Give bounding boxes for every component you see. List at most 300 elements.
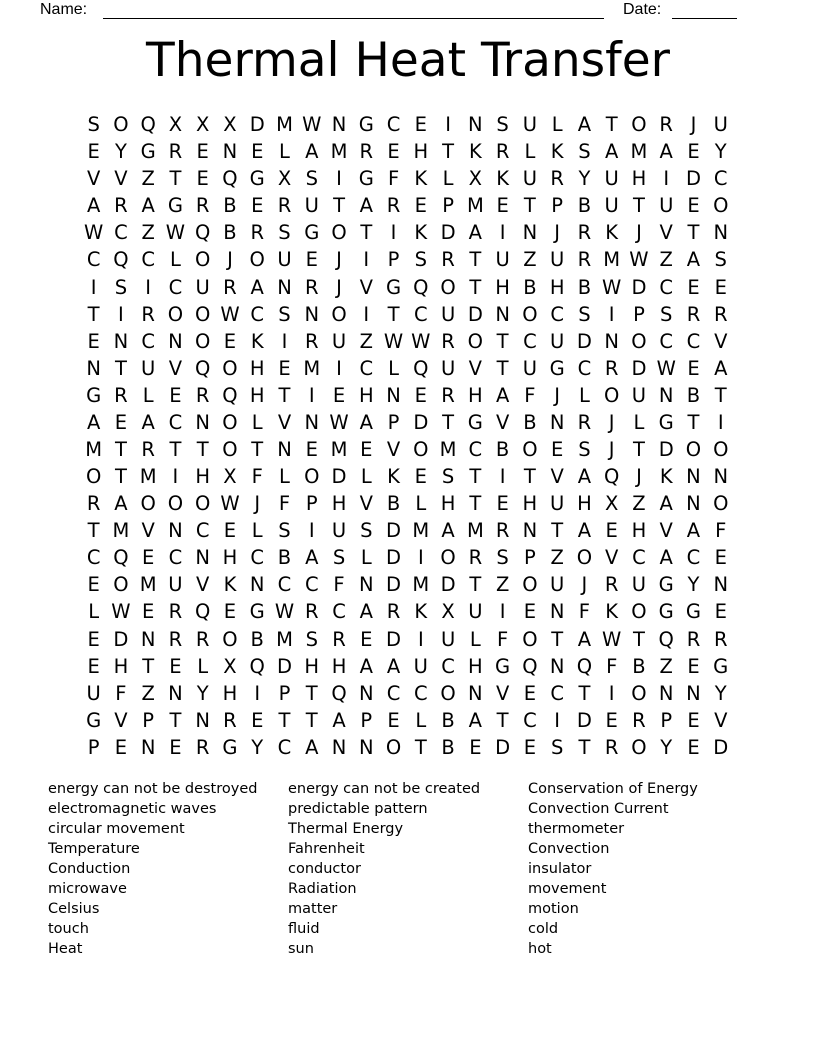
grid-cell: G xyxy=(685,600,702,624)
grid-cell: X xyxy=(468,167,483,191)
grid-cell: R xyxy=(604,573,619,597)
grid-cell: L xyxy=(169,248,181,272)
grid-cell: N xyxy=(468,681,483,705)
grid-cell: H xyxy=(522,492,538,516)
grid-cell: T xyxy=(169,167,182,191)
grid-cell: N xyxy=(304,302,320,326)
grid-cell: M xyxy=(630,140,648,164)
grid-cell: N xyxy=(686,492,701,516)
grid-cell: Y xyxy=(660,735,673,759)
grid-cell: E xyxy=(196,140,209,164)
grid-cell: R xyxy=(577,221,592,245)
grid-cell: W xyxy=(274,600,295,624)
grid-cell: U xyxy=(331,329,347,353)
grid-cell: C xyxy=(468,437,483,461)
grid-cell: N xyxy=(140,627,156,651)
grid-cell: I xyxy=(717,410,724,434)
grid-cell: R xyxy=(550,167,564,191)
grid-cell: E xyxy=(387,140,400,164)
grid-cell: N xyxy=(549,654,565,678)
grid-cell: E xyxy=(332,383,346,407)
grid-cell: Q xyxy=(576,654,593,678)
grid-cell: A xyxy=(468,708,483,732)
grid-cell: R xyxy=(195,383,210,407)
grid-cell: G xyxy=(385,275,402,299)
grid-cell: V xyxy=(277,410,292,434)
grid-cell: Y xyxy=(196,681,209,705)
grid-cell: U xyxy=(331,519,347,543)
grid-cell: S xyxy=(496,546,509,570)
grid-cell: G xyxy=(249,167,265,191)
grid-cell: S xyxy=(660,302,673,326)
grid-cell: G xyxy=(86,383,102,407)
grid-cell: E xyxy=(360,437,373,461)
word-list-item: Convection xyxy=(528,840,610,857)
grid-cell: C xyxy=(86,248,101,272)
grid-cell: V xyxy=(714,329,728,353)
grid-cell: O xyxy=(195,492,211,516)
grid-cell: A xyxy=(659,492,673,516)
grid-cell: E xyxy=(687,654,700,678)
grid-cell: Q xyxy=(222,383,238,407)
grid-cell: L xyxy=(251,519,263,543)
grid-cell: I xyxy=(281,329,288,353)
grid-cell: G xyxy=(358,167,374,191)
grid-cell: H xyxy=(249,383,265,407)
grid-cell: O xyxy=(195,248,211,272)
grid-cell: T xyxy=(87,302,100,326)
grid-cell: K xyxy=(605,221,619,245)
grid-cell: C xyxy=(277,573,292,597)
grid-cell: O xyxy=(113,113,129,137)
grid-cell: S xyxy=(278,519,291,543)
grid-cell: O xyxy=(440,546,456,570)
name-label: Name: xyxy=(40,1,88,18)
grid-cell: Q xyxy=(222,167,238,191)
grid-cell: P xyxy=(660,708,673,732)
grid-cell: X xyxy=(196,113,210,137)
grid-cell: L xyxy=(360,546,372,570)
grid-cell: W xyxy=(83,221,104,245)
grid-cell: G xyxy=(249,600,265,624)
grid-cell: A xyxy=(332,708,346,732)
grid-cell: B xyxy=(223,221,237,245)
grid-cell: I xyxy=(499,465,506,489)
grid-cell: V xyxy=(114,708,128,732)
grid-cell: H xyxy=(631,519,647,543)
grid-cell: V xyxy=(495,681,510,705)
grid-cell: F xyxy=(115,681,127,705)
grid-cell: O xyxy=(222,437,238,461)
grid-cell: D xyxy=(495,735,511,759)
grid-cell: D xyxy=(658,437,674,461)
grid-cell: Q xyxy=(413,356,429,380)
grid-cell: O xyxy=(440,275,456,299)
grid-cell: A xyxy=(577,465,592,489)
grid-cell: N xyxy=(249,573,265,597)
grid-cell: I xyxy=(608,302,615,326)
grid-cell: L xyxy=(551,113,563,137)
grid-cell: N xyxy=(658,681,674,705)
grid-cell: U xyxy=(522,356,538,380)
grid-cell: C xyxy=(550,681,564,705)
grid-cell: O xyxy=(467,329,484,353)
grid-cell: E xyxy=(169,654,182,678)
grid-cell: J xyxy=(608,410,615,434)
grid-cell: E xyxy=(687,356,700,380)
grid-cell: R xyxy=(168,600,183,624)
grid-cell: Z xyxy=(632,492,646,516)
grid-cell: A xyxy=(86,194,101,218)
grid-cell: K xyxy=(550,140,564,164)
grid-cell: Z xyxy=(141,681,155,705)
grid-cell: H xyxy=(331,654,347,678)
grid-cell: E xyxy=(87,329,100,353)
grid-cell: Z xyxy=(141,167,155,191)
grid-cell: U xyxy=(495,248,510,272)
grid-cell: E xyxy=(523,681,537,705)
grid-cell: O xyxy=(222,356,238,380)
grid-cell: V xyxy=(659,519,673,543)
grid-cell: J xyxy=(636,221,642,245)
grid-cell: A xyxy=(250,275,264,299)
grid-cell: M xyxy=(112,519,130,543)
grid-cell: C xyxy=(386,113,401,137)
grid-cell: M xyxy=(139,573,157,597)
grid-cell: A xyxy=(86,410,101,434)
grid-cell: A xyxy=(577,113,592,137)
grid-cell: T xyxy=(551,519,564,543)
grid-cell: N xyxy=(522,221,538,245)
grid-cell: E xyxy=(687,735,700,759)
grid-cell: P xyxy=(551,194,564,218)
grid-cell: T xyxy=(442,140,455,164)
grid-cell: J xyxy=(554,383,561,407)
grid-cell: E xyxy=(223,329,237,353)
grid-cell: F xyxy=(387,167,400,191)
grid-cell: U xyxy=(141,356,156,380)
grid-cell: U xyxy=(604,194,619,218)
grid-cell: E xyxy=(687,140,700,164)
grid-cell: M xyxy=(139,465,157,489)
grid-cell: O xyxy=(713,437,729,461)
grid-cell: E xyxy=(687,708,700,732)
grid-cell: U xyxy=(522,113,538,137)
grid-cell: H xyxy=(468,383,483,407)
grid-cell: Q xyxy=(113,546,129,570)
grid-cell: O xyxy=(195,302,211,326)
grid-cell: N xyxy=(495,302,510,326)
grid-cell: H xyxy=(440,492,456,516)
grid-cell: B xyxy=(577,194,592,218)
grid-cell: S xyxy=(87,113,100,137)
grid-cell: U xyxy=(550,248,565,272)
grid-cell: T xyxy=(278,383,291,407)
grid-cell: A xyxy=(305,546,319,570)
grid-cell: T xyxy=(469,573,482,597)
grid-cell: F xyxy=(251,465,263,489)
grid-cell: C xyxy=(141,248,155,272)
grid-cell: J xyxy=(336,275,342,299)
grid-cell: P xyxy=(278,681,291,705)
grid-cell: R xyxy=(359,140,374,164)
grid-cell: Z xyxy=(359,329,373,353)
grid-cell: B xyxy=(441,735,455,759)
grid-cell: A xyxy=(686,248,701,272)
grid-cell: S xyxy=(114,275,128,299)
grid-cell: T xyxy=(469,275,482,299)
grid-cell: B xyxy=(632,654,646,678)
grid-cell: D xyxy=(249,113,265,137)
grid-cell: A xyxy=(577,519,592,543)
grid-cell: B xyxy=(441,708,455,732)
grid-cell: K xyxy=(414,600,428,624)
date-blank-line xyxy=(672,0,737,19)
grid-cell: O xyxy=(167,302,184,326)
grid-cell: U xyxy=(468,600,483,624)
grid-cell: H xyxy=(222,681,238,705)
word-list-item: microwave xyxy=(48,880,127,897)
grid-cell: N xyxy=(549,600,565,624)
grid-cell: L xyxy=(279,465,290,489)
grid-cell: O xyxy=(440,681,456,705)
grid-cell: I xyxy=(118,302,124,326)
grid-cell: Q xyxy=(331,681,347,705)
grid-cell: V xyxy=(168,356,183,380)
grid-cell: O xyxy=(713,194,729,218)
grid-cell: Q xyxy=(249,654,265,678)
grid-cell: U xyxy=(304,194,319,218)
grid-cell: M xyxy=(303,356,321,380)
grid-cell: G xyxy=(304,221,320,245)
grid-cell: T xyxy=(687,221,700,245)
word-list-item: Conduction xyxy=(48,860,131,877)
grid-cell: G xyxy=(549,356,565,380)
grid-cell: N xyxy=(331,735,347,759)
grid-cell: K xyxy=(414,221,428,245)
grid-cell: O xyxy=(331,221,347,245)
grid-cell: C xyxy=(332,600,346,624)
grid-cell: K xyxy=(387,465,400,489)
grid-cell: O xyxy=(249,248,265,272)
grid-cell: E xyxy=(496,492,509,516)
grid-cell: D xyxy=(713,735,729,759)
grid-cell: I xyxy=(554,708,561,732)
grid-cell: R xyxy=(195,627,210,651)
grid-cell: O xyxy=(604,383,620,407)
grid-cell: E xyxy=(496,194,509,218)
grid-cell: W xyxy=(411,329,431,353)
grid-cell: T xyxy=(87,519,100,543)
grid-cell: R xyxy=(604,735,619,759)
grid-cell: C xyxy=(686,329,701,353)
grid-cell: O xyxy=(522,437,538,461)
word-list-item: predictable pattern xyxy=(288,800,428,817)
grid-cell: R xyxy=(686,627,701,651)
grid-cell: O xyxy=(631,113,647,137)
word-search-grid xyxy=(80,111,734,761)
grid-cell: J xyxy=(581,573,588,597)
grid-cell: G xyxy=(467,410,483,434)
grid-cell: C xyxy=(141,329,155,353)
grid-cell: R xyxy=(114,194,128,218)
grid-cell: F xyxy=(333,573,345,597)
word-list-item: conductor xyxy=(288,860,361,877)
word-list-item: energy can not be created xyxy=(288,781,481,797)
grid-cell: S xyxy=(714,248,727,272)
grid-cell: A xyxy=(359,410,373,434)
grid-cell: U xyxy=(168,573,183,597)
grid-cell: S xyxy=(496,113,509,137)
grid-cell: V xyxy=(495,410,510,434)
grid-cell: D xyxy=(440,221,456,245)
grid-cell: K xyxy=(659,465,673,489)
grid-cell: T xyxy=(414,735,427,759)
grid-cell: E xyxy=(550,437,564,461)
grid-cell: G xyxy=(140,140,156,164)
grid-cell: Q xyxy=(195,356,211,380)
grid-cell: M xyxy=(330,437,348,461)
grid-cell: N xyxy=(358,573,374,597)
grid-cell: Q xyxy=(195,600,211,624)
grid-cell: R xyxy=(495,519,510,543)
grid-cell: D xyxy=(276,654,292,678)
grid-cell: C xyxy=(550,302,564,326)
grid-cell: R xyxy=(304,275,319,299)
grid-cell: D xyxy=(440,573,456,597)
grid-cell: N xyxy=(549,410,565,434)
grid-cell: R xyxy=(223,275,237,299)
grid-cell: W xyxy=(602,627,622,651)
grid-cell: V xyxy=(359,492,373,516)
word-list-item: hot xyxy=(528,940,552,957)
grid-cell: E xyxy=(251,708,264,732)
grid-cell: S xyxy=(414,248,428,272)
grid-cell: R xyxy=(141,437,155,461)
grid-cell: L xyxy=(633,410,645,434)
grid-cell: H xyxy=(195,465,211,489)
grid-cell: B xyxy=(686,383,701,407)
grid-cell: U xyxy=(195,275,210,299)
grid-cell: S xyxy=(305,167,318,191)
grid-cell: N xyxy=(686,465,701,489)
grid-cell: R xyxy=(195,735,210,759)
grid-cell: N xyxy=(168,681,183,705)
grid-cell: B xyxy=(250,627,264,651)
grid-cell: A xyxy=(441,519,455,543)
grid-cell: A xyxy=(468,221,483,245)
grid-cell: E xyxy=(114,735,128,759)
grid-cell: V xyxy=(605,546,619,570)
grid-cell: U xyxy=(413,654,428,678)
grid-cell: C xyxy=(414,681,428,705)
grid-cell: R xyxy=(304,329,319,353)
grid-cell: F xyxy=(715,519,727,543)
word-list-item: energy can not be destroyed xyxy=(48,781,258,797)
grid-cell: E xyxy=(687,275,700,299)
grid-cell: C xyxy=(168,546,183,570)
grid-cell: T xyxy=(469,248,482,272)
grid-cell: W xyxy=(220,302,240,326)
grid-cell: H xyxy=(468,654,483,678)
grid-cell: W xyxy=(220,492,240,516)
grid-cell: C xyxy=(632,546,646,570)
grid-cell: N xyxy=(168,519,183,543)
grid-cell: G xyxy=(658,573,674,597)
grid-cell: F xyxy=(497,627,509,651)
grid-cell: T xyxy=(469,492,482,516)
grid-cell: O xyxy=(576,546,593,570)
grid-cell: N xyxy=(86,356,101,380)
word-list-item: touch xyxy=(48,920,89,937)
grid-cell: J xyxy=(254,492,261,516)
grid-cell: H xyxy=(495,275,510,299)
grid-cell: V xyxy=(114,167,128,191)
grid-cell: U xyxy=(550,329,565,353)
grid-cell: B xyxy=(577,275,592,299)
grid-cell: A xyxy=(141,410,155,434)
grid-cell: E xyxy=(87,140,100,164)
grid-cell: D xyxy=(685,167,701,191)
grid-cell: O xyxy=(222,627,238,651)
grid-cell: R xyxy=(332,627,346,651)
grid-cell: Q xyxy=(413,275,429,299)
grid-cell: Q xyxy=(195,221,211,245)
grid-cell: I xyxy=(336,167,342,191)
grid-cell: Z xyxy=(523,248,537,272)
grid-cell: T xyxy=(523,465,536,489)
grid-cell: R xyxy=(441,383,455,407)
date-label: Date: xyxy=(623,1,662,18)
grid-cell: L xyxy=(469,627,481,651)
grid-cell: N xyxy=(713,465,729,489)
grid-cell: E xyxy=(605,708,618,732)
grid-cell: I xyxy=(336,356,342,380)
grid-cell: R xyxy=(195,194,210,218)
grid-cell: M xyxy=(276,113,293,137)
grid-cell: C xyxy=(686,546,701,570)
grid-cell: Q xyxy=(113,248,129,272)
grid-cell: C xyxy=(168,275,183,299)
grid-cell: I xyxy=(445,113,451,137)
grid-cell: G xyxy=(222,735,238,759)
word-list-column-2 xyxy=(288,780,480,960)
grid-cell: S xyxy=(278,221,291,245)
grid-cell: V xyxy=(359,275,373,299)
grid-cell: L xyxy=(88,600,100,624)
grid-cell: H xyxy=(358,383,374,407)
grid-cell: Y xyxy=(578,167,591,191)
grid-cell: P xyxy=(142,708,155,732)
grid-cell: F xyxy=(578,600,591,624)
grid-cell: S xyxy=(578,437,591,461)
grid-cell: T xyxy=(632,194,645,218)
grid-cell: M xyxy=(412,573,430,597)
grid-cell: J xyxy=(690,113,697,137)
grid-cell: A xyxy=(305,140,319,164)
grid-cell: Y xyxy=(114,140,127,164)
grid-cell: T xyxy=(114,356,127,380)
grid-cell: B xyxy=(523,410,537,434)
grid-cell: C xyxy=(304,573,319,597)
grid-cell: L xyxy=(578,383,590,407)
grid-cell: N xyxy=(386,383,401,407)
grid-cell: S xyxy=(278,302,291,326)
grid-cell: F xyxy=(524,383,536,407)
grid-cell: C xyxy=(577,356,592,380)
grid-cell: T xyxy=(169,708,182,732)
grid-cell: I xyxy=(145,275,152,299)
